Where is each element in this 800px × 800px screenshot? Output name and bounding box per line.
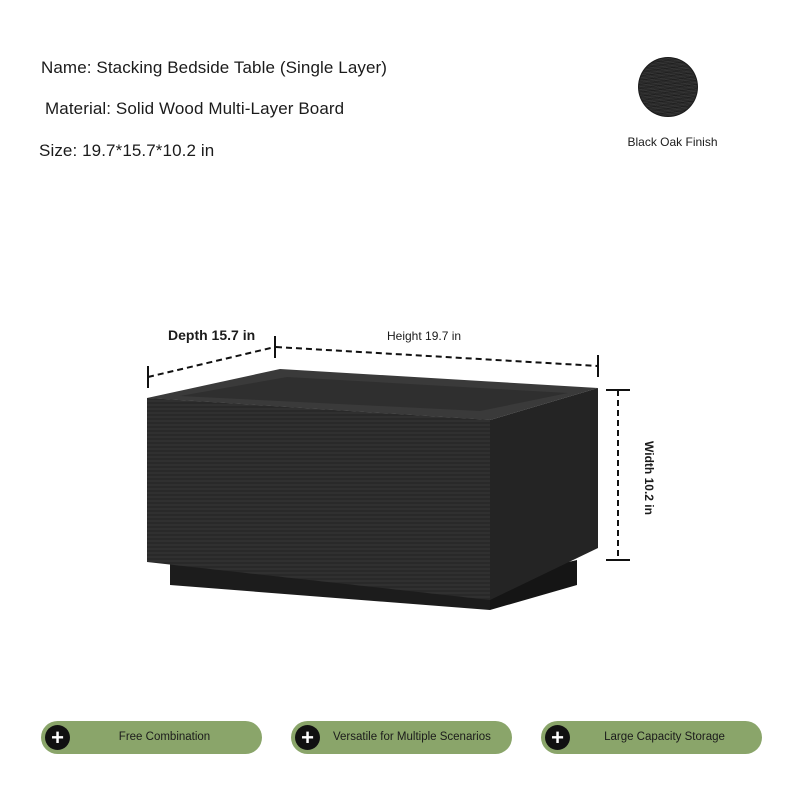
height-label: Height 19.7 in [387,329,462,343]
product-name: Name: Stacking Bedside Table (Single Layer) [41,58,388,77]
feature-large-storage [541,721,762,754]
feature-label: Large Capacity Storage [604,731,725,743]
depth-label: Depth 15.7 in [168,327,256,343]
plus-icon: + [295,725,320,750]
plus-icon: + [45,725,70,750]
finish-label: Black Oak Finish [627,135,718,149]
product-material: Material: Solid Wood Multi-Layer Board [45,99,345,118]
width-label: Width 10.2 in [642,441,656,515]
feature-label: Free Combination [118,731,211,743]
feature-free-combination [41,721,262,754]
product-size: Size: 19.7*15.7*10.2 in [39,141,215,160]
width-dimension-line [606,390,630,560]
feature-versatile-scenarios [291,721,512,754]
feature-label: Versatile for Multiple Scenarios [333,731,491,743]
plus-icon: + [545,725,570,750]
table-side [490,388,598,600]
